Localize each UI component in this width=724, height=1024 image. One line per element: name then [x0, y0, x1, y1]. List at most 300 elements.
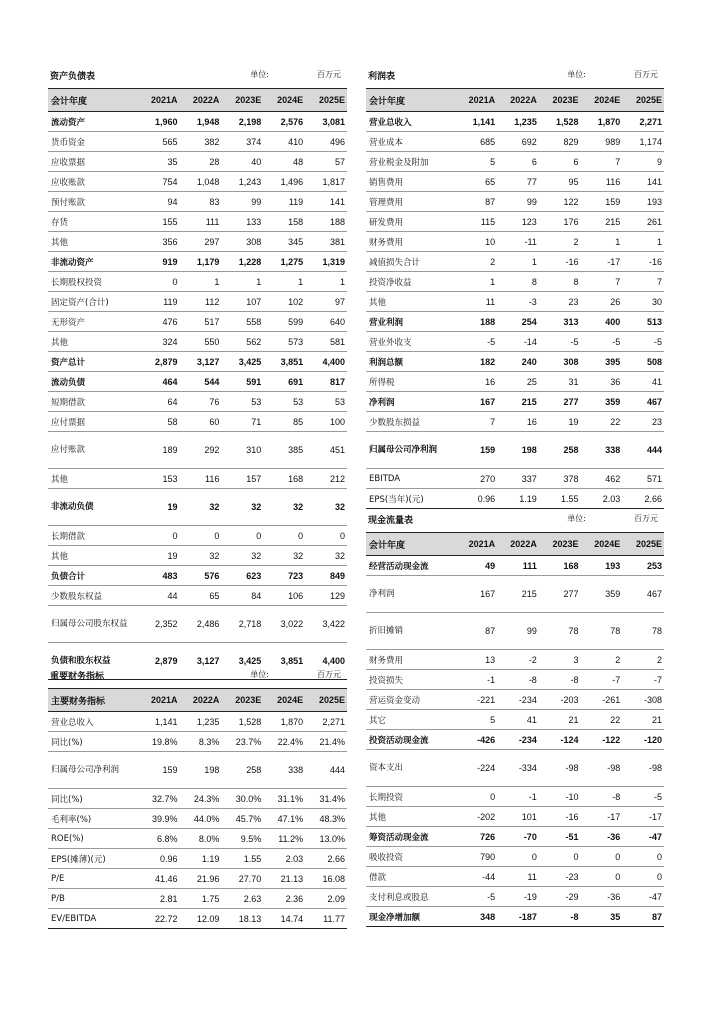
row-value: 2.66 — [305, 849, 347, 869]
row-value: 21.4% — [305, 732, 347, 752]
row-value: 571 — [622, 469, 664, 489]
row-label: 财务费用 — [366, 650, 455, 670]
row-value: 64 — [138, 392, 180, 412]
row-value: 277 — [539, 576, 581, 613]
row-value: 483 — [138, 566, 180, 586]
row-value: 1,235 — [497, 112, 539, 132]
row-label: 其他 — [48, 469, 138, 489]
row-value: 2.63 — [221, 889, 263, 909]
row-value: 100 — [305, 412, 347, 432]
row-value: 348 — [455, 907, 497, 927]
row-value: 581 — [305, 332, 347, 352]
row-value: 550 — [180, 332, 222, 352]
row-label: 负债和股东权益 — [48, 643, 138, 680]
row-label: 营业总收入 — [48, 712, 138, 732]
row-value: 3,851 — [263, 352, 305, 372]
table-title: 重要财务指标 — [50, 672, 105, 682]
row-value: -8 — [539, 670, 581, 690]
row-value: 13.0% — [305, 829, 347, 849]
row-value: 77 — [497, 172, 539, 192]
row-value: -5 — [455, 887, 497, 907]
row-value: 26 — [581, 292, 623, 312]
row-value: 2,198 — [221, 112, 263, 132]
table-row — [366, 132, 664, 152]
row-value: 8 — [497, 272, 539, 292]
row-value: 2,352 — [138, 606, 180, 643]
row-value: 2,271 — [622, 112, 664, 132]
row-value: 3,851 — [263, 643, 305, 680]
row-value: 16 — [455, 372, 497, 392]
row-label: 研发费用 — [366, 212, 455, 232]
income-statement-panel — [366, 66, 664, 509]
row-value: 258 — [539, 432, 581, 469]
row-label: 净利润 — [366, 576, 455, 613]
table-row — [48, 132, 347, 152]
row-label: 资产总计 — [48, 352, 138, 372]
row-value: 451 — [305, 432, 347, 469]
row-value: 1.75 — [180, 889, 222, 909]
row-value: 573 — [263, 332, 305, 352]
column-header-year: 2024E — [581, 533, 623, 556]
row-value: 1 — [622, 232, 664, 252]
table-row — [48, 526, 347, 546]
row-value: 381 — [305, 232, 347, 252]
row-label: 投资损失 — [366, 670, 455, 690]
row-value: 4,400 — [305, 643, 347, 680]
row-value: 1 — [263, 272, 305, 292]
row-value: 101 — [497, 807, 539, 827]
table-row — [48, 829, 347, 849]
table-row — [366, 690, 664, 710]
row-value: 215 — [497, 392, 539, 412]
table-row — [48, 869, 347, 889]
table-row — [48, 232, 347, 252]
column-header-year: 2022A — [497, 533, 539, 556]
row-label: 长期股权投资 — [48, 272, 138, 292]
row-value: 817 — [305, 372, 347, 392]
row-value: -187 — [497, 907, 539, 927]
row-value: -221 — [455, 690, 497, 710]
row-value: 3,425 — [221, 643, 263, 680]
row-value: 2.03 — [263, 849, 305, 869]
row-value: 14.74 — [263, 909, 305, 929]
table-row — [48, 546, 347, 566]
row-value: 385 — [263, 432, 305, 469]
row-value: 3,127 — [180, 352, 222, 372]
row-label: 投资活动现金流 — [366, 730, 455, 750]
row-value: 35 — [138, 152, 180, 172]
row-value: 32 — [263, 546, 305, 566]
column-header-label: 会计年度 — [48, 89, 138, 112]
table-row — [366, 192, 664, 212]
row-value: 31.1% — [263, 789, 305, 809]
row-value: 57 — [305, 152, 347, 172]
row-value: -308 — [622, 690, 664, 710]
row-label: 非流动资产 — [48, 252, 138, 272]
row-value: 19 — [539, 412, 581, 432]
row-value: 0 — [138, 272, 180, 292]
row-value: 155 — [138, 212, 180, 232]
column-header-year: 2025E — [305, 89, 347, 112]
row-label: 固定资产(合计) — [48, 292, 138, 312]
row-label: 负债合计 — [48, 566, 138, 586]
row-label: 归属母公司净利润 — [366, 432, 455, 469]
row-value: 10 — [455, 232, 497, 252]
row-value: 24.3% — [180, 789, 222, 809]
table-row — [366, 907, 664, 927]
row-value: 19 — [138, 546, 180, 566]
header-row — [48, 89, 347, 112]
row-value: 444 — [305, 752, 347, 789]
row-value: 123 — [497, 212, 539, 232]
table-title-bar — [48, 666, 347, 689]
key-metrics-panel — [48, 666, 347, 929]
row-value: 462 — [581, 469, 623, 489]
row-value: 0 — [305, 526, 347, 546]
table-row — [48, 392, 347, 412]
row-label: 管理费用 — [366, 192, 455, 212]
column-header-year: 2023E — [539, 89, 581, 112]
row-value: 78 — [539, 613, 581, 650]
row-value: -224 — [455, 750, 497, 787]
row-value: -203 — [539, 690, 581, 710]
row-value: 1,496 — [263, 172, 305, 192]
row-label: 支付利息或股息 — [366, 887, 455, 907]
row-value: 95 — [539, 172, 581, 192]
row-value: -51 — [539, 827, 581, 847]
row-value: 2.66 — [622, 489, 664, 509]
table-row — [366, 392, 664, 412]
row-label: 其他 — [366, 807, 455, 827]
row-value: 23.7% — [221, 732, 263, 752]
row-value: -16 — [622, 252, 664, 272]
row-value: 2.09 — [305, 889, 347, 909]
table-row — [366, 212, 664, 232]
row-value: 476 — [138, 312, 180, 332]
row-value: 76 — [180, 392, 222, 412]
row-value: 193 — [581, 556, 623, 576]
row-value: 1.19 — [180, 849, 222, 869]
row-value: 790 — [455, 847, 497, 867]
row-value: 44 — [138, 586, 180, 606]
row-value: 53 — [263, 392, 305, 412]
row-value: 21 — [539, 710, 581, 730]
row-value: 111 — [180, 212, 222, 232]
row-value: 215 — [581, 212, 623, 232]
unit-value: 百万元 — [634, 70, 658, 79]
row-value: -426 — [455, 730, 497, 750]
row-value: 99 — [497, 613, 539, 650]
column-header-year: 2024E — [263, 89, 305, 112]
column-header-label: 会计年度 — [366, 89, 455, 112]
table-row — [366, 489, 664, 509]
column-header-year: 2022A — [497, 89, 539, 112]
row-value: 1,528 — [221, 712, 263, 732]
row-value: 1.19 — [497, 489, 539, 509]
row-value: -11 — [497, 232, 539, 252]
column-header-label: 主要财务指标 — [48, 689, 138, 712]
row-label: 吸收投资 — [366, 847, 455, 867]
row-value: -23 — [539, 867, 581, 887]
row-value: 374 — [221, 132, 263, 152]
row-label: EPS(当年)(元) — [366, 489, 455, 509]
table-row — [48, 789, 347, 809]
row-label: 减值损失合计 — [366, 252, 455, 272]
row-label: EBITDA — [366, 469, 455, 489]
column-header-year: 2021A — [138, 689, 180, 712]
row-value: 49 — [455, 556, 497, 576]
row-value: -70 — [497, 827, 539, 847]
balance-sheet-panel — [48, 66, 347, 680]
row-value: 19.8% — [138, 732, 180, 752]
table-row — [366, 787, 664, 807]
row-value: 182 — [455, 352, 497, 372]
table-title: 现金流量表 — [368, 516, 414, 526]
row-label: 其他 — [48, 232, 138, 252]
row-value: 3,081 — [305, 112, 347, 132]
row-value: 1,141 — [138, 712, 180, 732]
unit-value: 百万元 — [317, 70, 341, 79]
table-row — [366, 576, 664, 613]
row-value: 1 — [221, 272, 263, 292]
row-value: 2 — [455, 252, 497, 272]
column-header-year: 2024E — [581, 89, 623, 112]
row-value: -124 — [539, 730, 581, 750]
table-row — [48, 332, 347, 352]
row-value: 87 — [455, 613, 497, 650]
table-row — [48, 566, 347, 586]
row-label: 流动负债 — [48, 372, 138, 392]
row-value: 16 — [497, 412, 539, 432]
column-header-year: 2025E — [622, 89, 664, 112]
row-value: 1.55 — [539, 489, 581, 509]
row-value: 359 — [581, 576, 623, 613]
row-value: 359 — [581, 392, 623, 412]
row-label: 资本支出 — [366, 750, 455, 787]
row-label: 其他 — [366, 292, 455, 312]
row-value: 0 — [622, 847, 664, 867]
row-value: 188 — [455, 312, 497, 332]
row-value: 270 — [455, 469, 497, 489]
row-value: 53 — [221, 392, 263, 412]
row-value: -234 — [497, 690, 539, 710]
row-value: 22.72 — [138, 909, 180, 929]
row-value: 382 — [180, 132, 222, 152]
table-row — [48, 292, 347, 312]
table-row — [366, 650, 664, 670]
table-row — [366, 312, 664, 332]
row-value: 11.77 — [305, 909, 347, 929]
row-value: -7 — [581, 670, 623, 690]
row-value: 159 — [581, 192, 623, 212]
table-row — [366, 232, 664, 252]
row-value: 2.36 — [263, 889, 305, 909]
row-label: 无形资产 — [48, 312, 138, 332]
row-value: 919 — [138, 252, 180, 272]
row-value: 464 — [138, 372, 180, 392]
header-row — [48, 689, 347, 712]
row-label: 预付账款 — [48, 192, 138, 212]
row-value: 133 — [221, 212, 263, 232]
row-label: 应付票据 — [48, 412, 138, 432]
row-label: 少数股东权益 — [48, 586, 138, 606]
table-row — [48, 352, 347, 372]
row-value: 87 — [455, 192, 497, 212]
row-value: 176 — [539, 212, 581, 232]
column-header-year: 2023E — [221, 89, 263, 112]
row-label: 所得税 — [366, 372, 455, 392]
row-value: 2,718 — [221, 606, 263, 643]
row-value: 1,817 — [305, 172, 347, 192]
table-row — [48, 849, 347, 869]
row-label: P/E — [48, 869, 138, 889]
row-value: -36 — [581, 827, 623, 847]
row-value: 78 — [581, 613, 623, 650]
table-row — [48, 809, 347, 829]
row-value: 0 — [138, 526, 180, 546]
row-value: 310 — [221, 432, 263, 469]
row-value: 0.96 — [138, 849, 180, 869]
row-value: 32.7% — [138, 789, 180, 809]
row-value: 308 — [221, 232, 263, 252]
row-value: 11 — [455, 292, 497, 312]
row-value: 25 — [497, 372, 539, 392]
row-value: 685 — [455, 132, 497, 152]
row-value: 723 — [263, 566, 305, 586]
row-value: 2.03 — [581, 489, 623, 509]
row-value: 1,960 — [138, 112, 180, 132]
row-label: 同比(%) — [48, 789, 138, 809]
row-value: 565 — [138, 132, 180, 152]
row-value: 395 — [581, 352, 623, 372]
column-header-year: 2023E — [221, 689, 263, 712]
row-value: -47 — [622, 827, 664, 847]
row-value: 3,425 — [221, 352, 263, 372]
row-value: 2.81 — [138, 889, 180, 909]
row-value: 5 — [455, 152, 497, 172]
row-value: 1,319 — [305, 252, 347, 272]
data-table — [366, 89, 664, 509]
table-row — [48, 712, 347, 732]
row-value: 107 — [221, 292, 263, 312]
row-value: 2,879 — [138, 352, 180, 372]
row-value: -122 — [581, 730, 623, 750]
row-label: 营业利润 — [366, 312, 455, 332]
row-value: 726 — [455, 827, 497, 847]
table-row — [48, 489, 347, 526]
row-value: 2,576 — [263, 112, 305, 132]
row-value: 159 — [455, 432, 497, 469]
row-value: 517 — [180, 312, 222, 332]
row-label: 利润总额 — [366, 352, 455, 372]
row-value: 576 — [180, 566, 222, 586]
row-label: 少数股东损益 — [366, 412, 455, 432]
row-value: 400 — [581, 312, 623, 332]
row-value: 44.0% — [180, 809, 222, 829]
row-value: 188 — [305, 212, 347, 232]
row-value: 989 — [581, 132, 623, 152]
row-value: -14 — [497, 332, 539, 352]
row-value: -44 — [455, 867, 497, 887]
row-value: 85 — [263, 412, 305, 432]
row-value: 0 — [263, 526, 305, 546]
row-value: 198 — [497, 432, 539, 469]
row-value: 83 — [180, 192, 222, 212]
row-value: 129 — [305, 586, 347, 606]
table-row — [48, 752, 347, 789]
row-value: 253 — [622, 556, 664, 576]
row-value: -2 — [497, 650, 539, 670]
row-label: 应收票据 — [48, 152, 138, 172]
table-row — [366, 556, 664, 576]
row-value: 338 — [263, 752, 305, 789]
row-value: 378 — [539, 469, 581, 489]
table-title-bar — [366, 66, 664, 89]
table-row — [48, 909, 347, 929]
table-row — [48, 192, 347, 212]
row-value: 508 — [622, 352, 664, 372]
row-value: 116 — [581, 172, 623, 192]
row-label: 毛利率(%) — [48, 809, 138, 829]
unit-label: 单位: — [567, 514, 586, 523]
row-value: 0 — [221, 526, 263, 546]
row-value: 8.0% — [180, 829, 222, 849]
row-value: 18.13 — [221, 909, 263, 929]
row-value: -8 — [539, 907, 581, 927]
row-value: 16.08 — [305, 869, 347, 889]
table-row — [48, 172, 347, 192]
row-value: 1,179 — [180, 252, 222, 272]
row-value: -98 — [539, 750, 581, 787]
row-value: 345 — [263, 232, 305, 252]
row-value: 0 — [455, 787, 497, 807]
row-value: 599 — [263, 312, 305, 332]
row-value: 31 — [539, 372, 581, 392]
row-label: 经营活动现金流 — [366, 556, 455, 576]
row-value: 53 — [305, 392, 347, 412]
row-value: 22 — [581, 710, 623, 730]
row-value: 22 — [581, 412, 623, 432]
row-value: 41 — [622, 372, 664, 392]
row-value: 1 — [455, 272, 497, 292]
row-value: -16 — [539, 252, 581, 272]
table-row — [366, 730, 664, 750]
row-value: 198 — [180, 752, 222, 789]
table-row — [48, 412, 347, 432]
unit-label: 单位: — [250, 670, 269, 679]
row-value: 22.4% — [263, 732, 305, 752]
row-value: 3,422 — [305, 606, 347, 643]
table-row — [48, 586, 347, 606]
unit-label: 单位: — [567, 70, 586, 79]
row-label: 营运资金变动 — [366, 690, 455, 710]
column-header-year: 2021A — [455, 89, 497, 112]
row-value: -29 — [539, 887, 581, 907]
row-value: 1,048 — [180, 172, 222, 192]
row-value: 189 — [138, 432, 180, 469]
row-value: -17 — [581, 252, 623, 272]
row-value: 39.9% — [138, 809, 180, 829]
row-value: 1,948 — [180, 112, 222, 132]
row-value: 2 — [539, 232, 581, 252]
row-value: 116 — [180, 469, 222, 489]
row-value: 7 — [581, 272, 623, 292]
row-value: 1,141 — [455, 112, 497, 132]
data-table — [48, 689, 347, 929]
table-row — [366, 332, 664, 352]
row-value: 0 — [497, 847, 539, 867]
row-value: 32 — [305, 489, 347, 526]
